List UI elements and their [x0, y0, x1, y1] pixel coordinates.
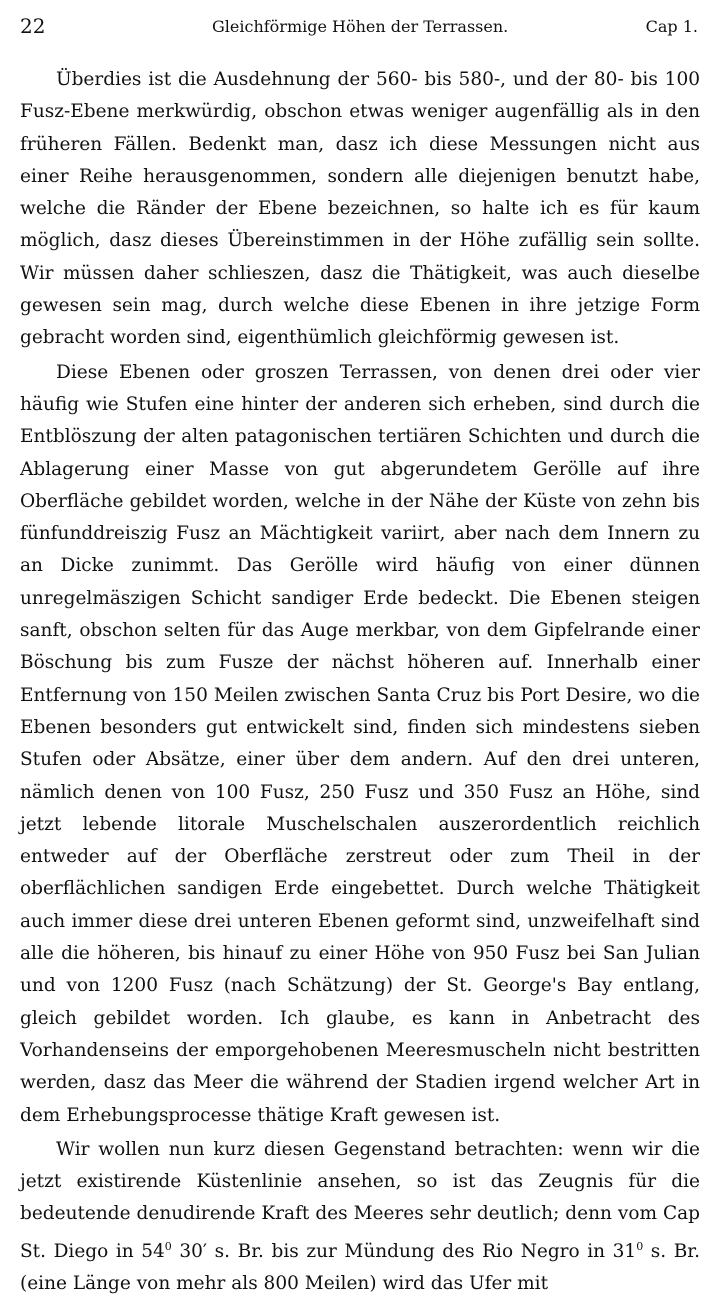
book-page	[20, 14, 700, 1300]
page-number: 22	[20, 14, 46, 38]
running-title: Gleichförmige Höhen der Terrassen.	[212, 17, 509, 36]
degree-symbol: 0	[164, 1239, 172, 1253]
paragraph-2: Diese Ebenen oder groszen Terrassen, von denen drei oder vier häufig wie Stufen eine hinter der anderen sich erheben, sind durch die Entblöszung der alten patagonischen tertiären Schichten und durch die Ablagerung einer Masse von gut abgerundetem Gerölle auf ihre Oberfläche gebildet worden, welche in der Nähe der Küste von zehn bis fünfunddreiszig Fusz an Mächtigkeit variirt, aber nach dem Innern zu an Dicke zunimmt. Das Gerölle wird häufig von einer dünnen unregelmäszigen Schicht sandiger Erde bedeckt. Die Ebenen steigen sanft, obschon selten für das Auge merkbar, von dem Gipfelrande einer Böschung bis zum Fusze der nächst höheren auf. Innerhalb einer Entfernung von 150 Meilen zwischen Santa Cruz bis Port Desire, wo die Ebenen besonders gut entwickelt sind, finden sich mindestens sieben Stufen oder Absätze, einer über dem andern. Auf den drei unteren, nämlich denen von 100 Fusz, 250 Fusz und 350 Fusz an Höhe, sind jetzt lebende litorale Muschelschalen auszerordentlich reichlich entweder auf der Oberfläche zerstreut oder zum Theil in der oberflächlichen sandigen Erde eingebettet. Durch welche Thätigkeit auch immer diese drei unteren Ebenen geformt sind, unzweifelhaft sind alle die höheren, bis hinauf zu einer Höhe von 950 Fusz bei San Julian und von 1200 Fusz (nach Schätzung) der St. George's Bay entlang, gleich gebildet worden. Ich glaube, es kann in Anbetracht des Vorhandenseins der emporgehobenen Meeresmuscheln nicht bestritten werden, dasz das Meer die während der Stadien irgend welcher Art in dem Erhebungsprocesse thätige Kraft gewesen ist.	[20, 361, 700, 1126]
chapter-label: Cap 1.	[645, 17, 698, 36]
page-header	[20, 14, 700, 48]
paragraph-1: Überdies ist die Ausdehnung der 560- bis 580-, und der 80- bis 100 Fusz-Ebene merkwürdig, obschon etwas weniger augenfällig als in den früheren Fällen. Bedenkt man, dasz ich diese Messungen nicht aus einer Reihe herausgenommen, sondern alle diejenigen benutzt habe, welche die Ränder der Ebene bezeichnen, so halte ich es für kaum möglich, dasz dieses Übereinstimmen in der Höhe zufällig sein sollte. Wir müssen daher schlieszen, dasz die Thätigkeit, was auch dieselbe gewesen sein mag, durch welche diese Ebenen in ihre jetzige Form gebracht worden sind, eigenthümlich gleichförmig gewesen ist.	[20, 69, 700, 349]
degree-symbol: 0	[636, 1239, 644, 1253]
paragraph-3-text-2: 30′ s. Br. bis zur Mündung des Rio Negro in 31	[171, 1240, 637, 1262]
paragraph-3-text-1: Wir wollen nun kurz diesen Gegenstand betrachten: wenn wir die jetzt existirende Küstenlinie ansehen, so ist das Zeugnis für die bedeutende denudirende Kraft des Meeres sehr deutlich; denn vom Cap St. Diego in 54	[20, 1138, 700, 1262]
paragraph-3-text-3: s. Br. (eine Länge von mehr als 800 Meilen) wird das Ufer mit	[20, 1240, 701, 1294]
body-text	[20, 64, 700, 1300]
paragraph-3	[20, 1134, 700, 1300]
